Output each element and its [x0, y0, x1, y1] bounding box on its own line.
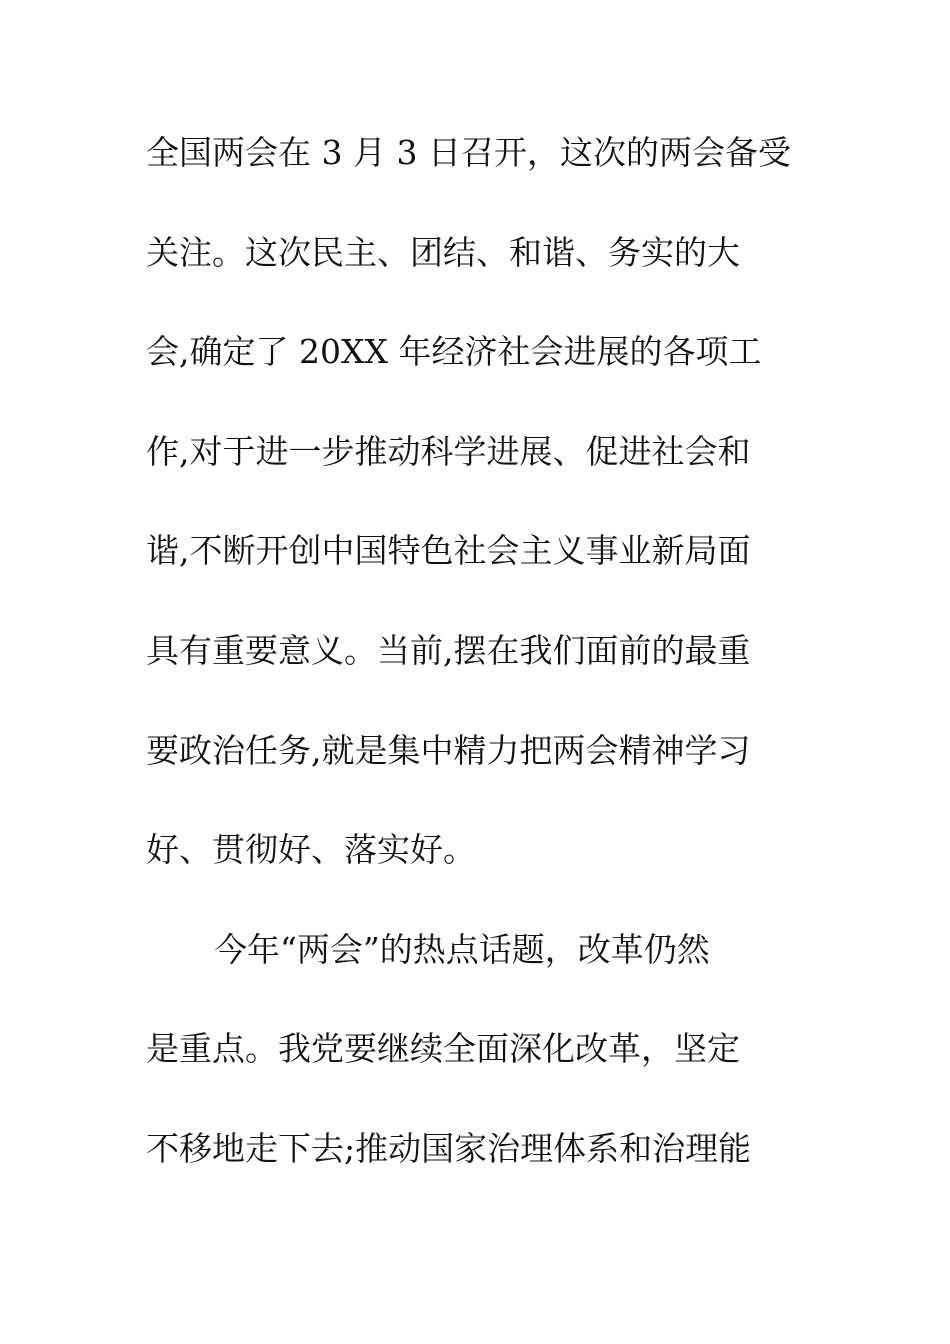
- paragraph-line: 是重点。我党要继续全面深化改革，坚定: [146, 1029, 740, 1069]
- paragraph-line: 不移地走下去;推动国家治理体系和治理能: [146, 1128, 752, 1168]
- paragraph-line: 关注。这次民主、团结、和谐、务实的大: [146, 232, 740, 272]
- paragraph-line: 作,对于进一步推动科学进展、促进社会和: [146, 431, 751, 471]
- paragraph-2: [146, 925, 836, 1174]
- paragraph-line: 具有重要意义。当前,摆在我们面前的最重: [146, 630, 751, 670]
- paragraph-line: 好、贯彻好、落实好。: [146, 830, 476, 870]
- paragraph-line: 会,确定了 20XX 年经济社会进展的各项工: [146, 332, 762, 372]
- paragraph-1: [146, 128, 836, 875]
- paragraph-line: 要政治任务,就是集中精力把两会精神学习: [146, 730, 751, 770]
- document-body: [146, 128, 836, 1224]
- paragraph-line: 全国两会在 3 月 3 日召开，这次的两会备受: [146, 133, 791, 172]
- paragraph-line: 谐,不断开创中国特色社会主义事业新局面: [146, 531, 751, 571]
- paragraph-line: 今年“两会”的热点话题，改革仍然: [214, 929, 710, 969]
